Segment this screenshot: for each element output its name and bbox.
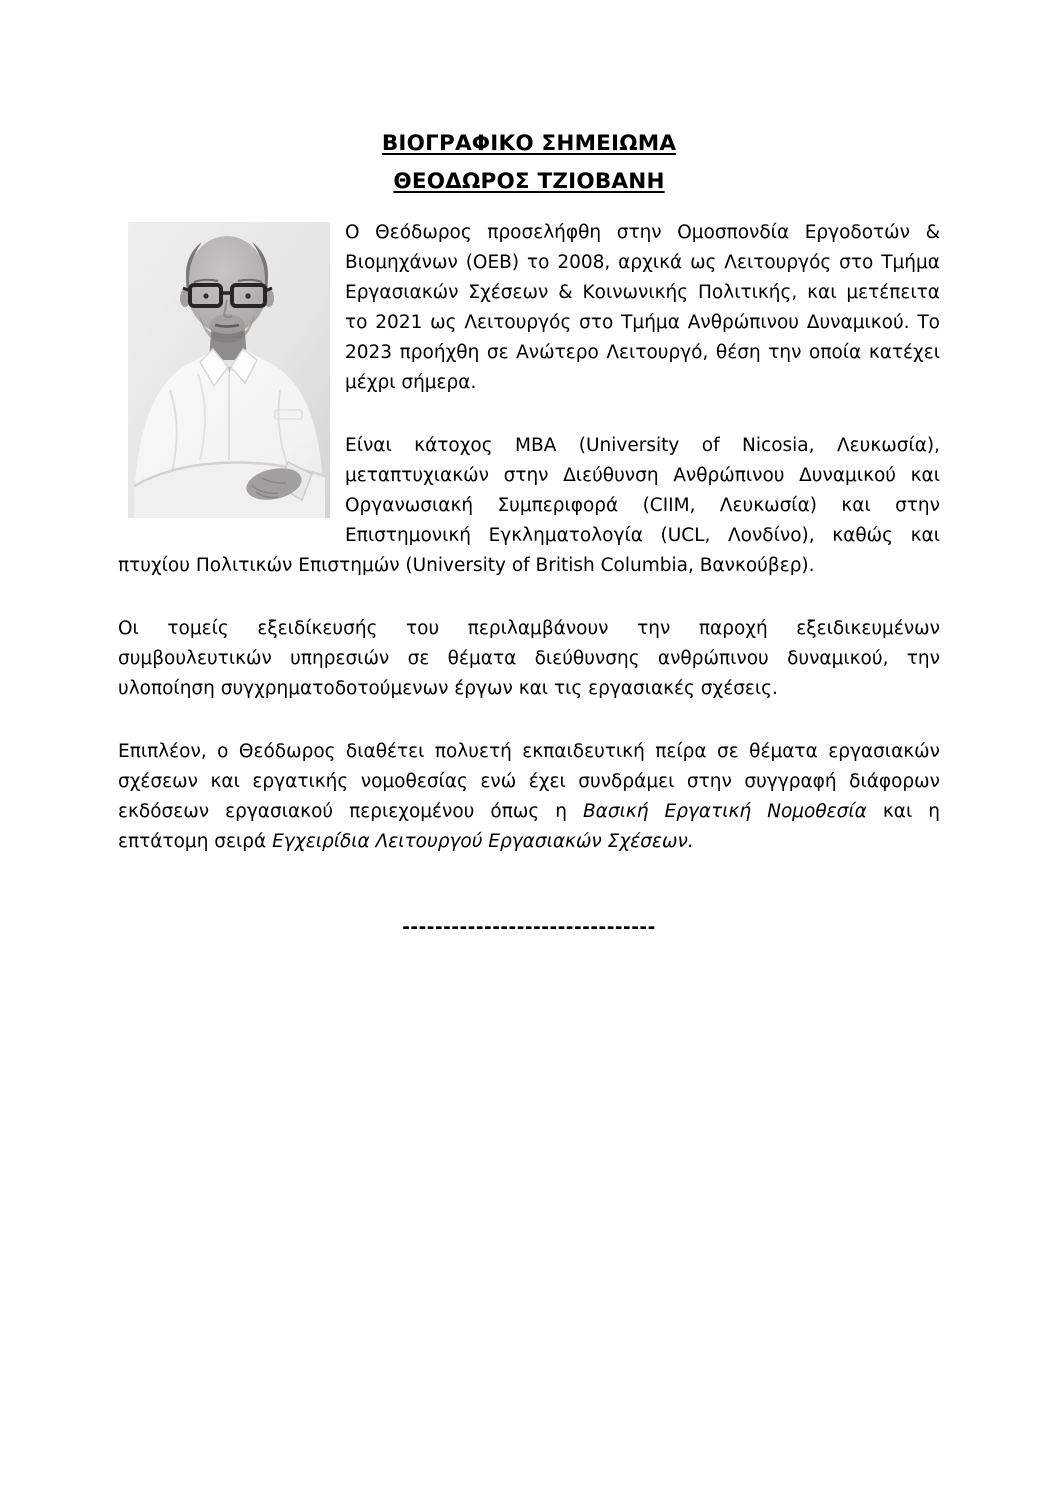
paragraph-4: Επιπλέον, ο Θεόδωρος διαθέτει πολυετή εκπαιδευτική πείρα σε θέματα εργασιακών σχέσεων και εργατικής νομοθεσίας ενώ έχει συνδράμει στην συγγραφή διάφορων εκδόσεων εργασιακού περιεχομένου όπως η Βασική Εργατική Νομοθεσία και η επτάτομη σειρά Εγχειρίδια Λειτουργού Εργασιακών Σχέσεων. bbox=[118, 741, 940, 852]
portrait-photo bbox=[128, 222, 330, 518]
portrait-photo-drawing bbox=[128, 222, 330, 518]
paragraph-2: Είναι κάτοχος MBA (University of Nicosia, Λευκωσία), μεταπτυχιακών στην Διεύθυνση Ανθρώπινου Δυναμικού και Οργανωσιακή Συμπεριφορά (CIIM, Λευκωσία) και στην Επιστημονική Εγκληματολογία (UCL, Λονδίνο), καθώς και πτυχίου Πολιτικών Επιστημών (University of British Columbia, Βανκούβερ). bbox=[118, 435, 940, 576]
title-line-1: ΒΙΟΓΡΑΦΙΚΟ ΣΗΜΕΙΩΜΑ bbox=[381, 131, 677, 156]
document-header bbox=[118, 125, 940, 201]
divider-dashes: ------------------------------- bbox=[402, 917, 656, 938]
paragraph-3: Οι τομείς εξειδίκευσής του περιλαμβάνουν την παροχή εξειδικευμένων συμβουλευτικών υπηρεσιών σε θέματα διεύθυνσης ανθρώπινου δυναμικού, την υλοποίηση συγχρηματοδοτούμενων έργων και τις εργασιακές σχέσεις. bbox=[118, 618, 940, 699]
paragraph-1: Ο Θεόδωρος προσελήφθη στην Ομοσπονδία Εργοδοτών & Βιομηχάνων (ΟΕΒ) το 2008, αρχικά ως Λειτουργός στο Τμήμα Εργασιακών Σχέσεων & Κοινωνικής Πολιτικής, και μετέπειτα το 2021 ως Λειτουργός στο Τμήμα Ανθρώπινου Δυναμικού. Το 2023 προήχθη σε Ανώτερο Λειτουργό, θέση την οποία κατέχει μέχρι σήμερα. bbox=[345, 222, 940, 393]
document-body bbox=[118, 218, 940, 943]
title-line-2: ΘΕΟΔΩΡΟΣ ΤΖΙΟΒΑΝΗ bbox=[393, 169, 665, 194]
